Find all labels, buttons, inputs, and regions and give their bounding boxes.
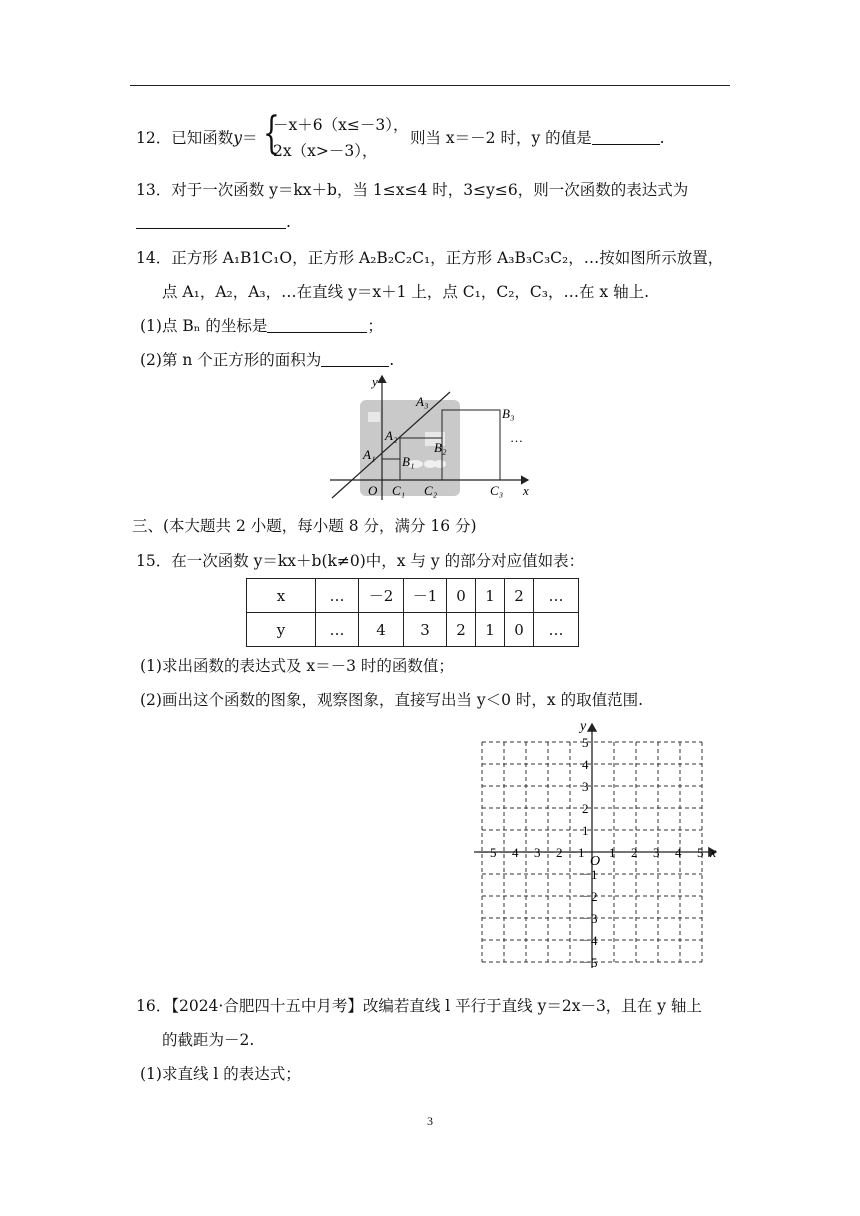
- x-tick-label: 2: [631, 845, 638, 860]
- section-3-heading: 三、(本大题共 2 小题，每小题 8 分，满分 16 分): [132, 517, 477, 535]
- question-16-line-1: 16．【2024·合肥四十五中月考】改编若直线 l 平行于直线 y＝2x－3，且在 y 轴上: [136, 997, 702, 1015]
- table-header-cell: y: [247, 613, 316, 647]
- table-cell: 0: [505, 613, 534, 647]
- table-cell: 2: [505, 579, 534, 613]
- table-cell: 0: [447, 579, 476, 613]
- question-13-answer: .: [136, 212, 291, 232]
- table-cell: －1: [404, 579, 447, 613]
- table-cell: 1: [476, 613, 505, 647]
- table-cell: 4: [359, 613, 404, 647]
- answer-blank[interactable]: [267, 317, 367, 333]
- question-15-part-1: (1)求出函数的表达式及 x＝－3 时的函数值；: [140, 657, 454, 675]
- table-row: [247, 579, 579, 613]
- x-tick-label: 1: [609, 845, 616, 860]
- y-tick-label: －2: [578, 889, 598, 904]
- question-16-part-1: (1)求直线 l 的表达式；: [140, 1065, 301, 1083]
- header-rule: [130, 85, 730, 86]
- table-row: [247, 613, 579, 647]
- coordinate-grid: [470, 718, 730, 970]
- y-tick-label: 4: [582, 757, 589, 772]
- table-cell: －2: [359, 579, 404, 613]
- question-15: 15．在一次函数 y＝kx＋b(k≠0)中，x 与 y 的部分对应值如表：: [136, 552, 585, 570]
- question-12-case-2: 2x（x>－3），: [273, 142, 378, 160]
- question-14-line-2: 点 A₁，A₂，A₃，…在直线 y＝x＋1 上，点 C₁，C₂，C₃，…在 x 轴上.: [162, 283, 650, 301]
- question-13: 13．对于一次函数 y＝kx＋b，当 1≤x≤4 时，3≤y≤6，则一次函数的表达式为: [136, 181, 689, 199]
- x-tick-label: －5: [477, 845, 497, 860]
- question-12-lead: 12．已知函数y＝: [136, 129, 258, 147]
- grid-origin-label: O: [590, 854, 601, 869]
- x-tick-label: －4: [499, 845, 519, 860]
- value-table: [246, 578, 579, 647]
- y-tick-label: 2: [582, 801, 589, 816]
- page-number: 3: [427, 1114, 433, 1128]
- fig-label-C1: C₁: [392, 483, 406, 498]
- fig-label-B3: B₃: [502, 406, 515, 421]
- squares-figure: [330, 372, 540, 502]
- table-cell: …: [534, 579, 579, 613]
- piecewise-brace: {: [263, 108, 280, 159]
- fig-label-C2: C₂: [424, 483, 438, 498]
- x-tick-label: －3: [521, 845, 541, 860]
- fig-label-O: O: [368, 483, 378, 498]
- table-cell: 2: [447, 613, 476, 647]
- answer-blank[interactable]: [136, 213, 286, 229]
- x-tick-label: 4: [675, 845, 682, 860]
- question-15-part-2: (2)画出这个函数的图象，观察图象，直接写出当 y＜0 时，x 的取值范围.: [140, 691, 644, 709]
- fig-label-A1: A₁: [363, 447, 376, 462]
- y-tick-label: －1: [578, 867, 598, 882]
- question-14-part-1: (1)点 Bₙ 的坐标是 ；: [140, 317, 383, 335]
- fig-label-A3: A₃: [416, 394, 429, 409]
- x-tick-label: －1: [565, 845, 585, 860]
- table-cell: 3: [404, 613, 447, 647]
- fig-label-C3: C₃: [490, 483, 504, 498]
- question-12-case-1: －x＋6（x≤－3），: [273, 116, 409, 134]
- y-tick-label: －4: [578, 933, 598, 948]
- answer-blank[interactable]: [592, 129, 660, 145]
- question-14-part-2: (2)第 n 个正方形的面积为 .: [140, 351, 395, 369]
- table-cell: 1: [476, 579, 505, 613]
- x-tick-label: －2: [543, 845, 563, 860]
- y-tick-label: 1: [582, 823, 589, 838]
- y-tick-label: 3: [582, 779, 589, 794]
- y-tick-label: －5: [578, 955, 598, 970]
- fig-label-B2: B₂: [434, 440, 447, 455]
- fig-label-x: x: [523, 483, 529, 498]
- fig-label-A2: A₂: [385, 428, 398, 443]
- table-cell: …: [534, 613, 579, 647]
- x-tick-label: 5: [697, 845, 704, 860]
- grid-y-label: y: [580, 719, 587, 734]
- table-header-cell: x: [247, 579, 316, 613]
- fig-label-B1: B₁: [402, 454, 415, 469]
- table-cell: …: [316, 579, 359, 613]
- y-tick-label: －3: [578, 911, 598, 926]
- table-cell: …: [316, 613, 359, 647]
- y-tick-label: 5: [582, 735, 589, 750]
- fig-label-dots: …: [510, 430, 523, 445]
- question-14-line-1: 14．正方形 A₁B1C₁O，正方形 A₂B₂C₂C₁，正方形 A₃B₃C₃C₂，…按如图所示放置，: [136, 249, 724, 267]
- x-tick-label: 3: [653, 845, 660, 860]
- answer-blank[interactable]: [321, 351, 389, 367]
- fig-label-y: y: [372, 374, 378, 389]
- grid-x-label: x: [710, 846, 717, 861]
- question-12-tail: 则当 x＝－2 时，y 的值是 .: [410, 129, 665, 147]
- question-16-line-2: 的截距为－2.: [162, 1031, 255, 1049]
